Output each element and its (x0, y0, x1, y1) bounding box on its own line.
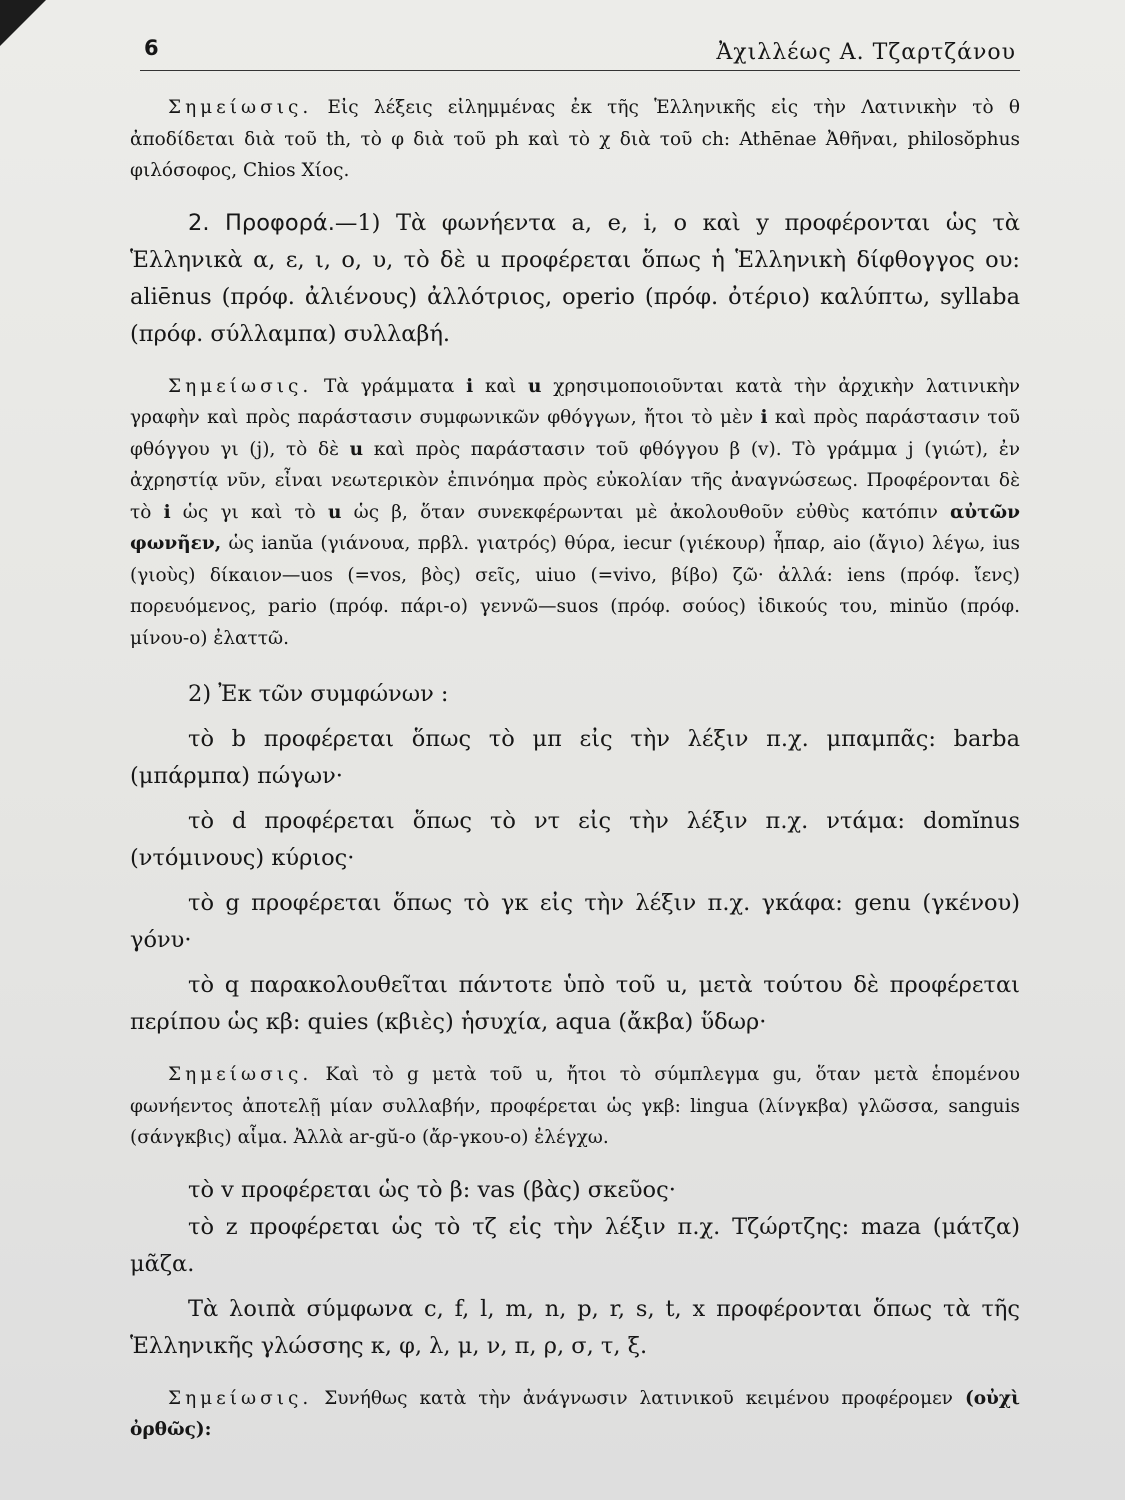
note-greek-transliteration (130, 92, 1020, 187)
consonant-g: τὸ g προφέρεται ὅπως τὸ γκ εἰς τὴν λέξιν π.χ. γκάφα: genu (γκένου) γόνυ· (130, 890, 1020, 953)
note-text: Συνήθως κατὰ τὴν ἀνάγνωσιν λατινικοῦ κειμένου προφέρομεν (312, 1387, 965, 1409)
consonant-v: τὸ v προφέρεται ὡς τὸ β: vas (βὰς) σκεῦος· (188, 1176, 676, 1203)
consonant-b: τὸ b προφέρεται ὅπως τὸ μπ εἰς τὴν λέξιν π.χ. μπαμπᾶς: barba (μπάρμπα) πώγων· (130, 726, 1020, 789)
section-pronunciation (130, 205, 1020, 353)
note-bold: (οὐχὶ ὀρθῶς): (130, 1387, 1020, 1440)
note-gu-combination (130, 1059, 1020, 1154)
section-text: —1) Τὰ φωνήεντα a, e, i, o καὶ y προφέρονται ὡς τὰ Ἑλληνικὰ α, ε, ι, ο, υ, τὸ δὲ u προφέρεται ὅπως ἡ Ἑλληνικὴ δίφθογγος ου: aliēnus (πρόφ. ἀλιένους) ἀλλότριος, operio (πρόφ. ὀτέριο) καλύπτω, syllaba (πρόφ. σύλλαμπα) συλλαβή. (130, 209, 1020, 347)
page-number: 6 (144, 36, 159, 60)
note-common-reading (130, 1383, 1020, 1446)
note-text: Εἰς λέξεις εἰλημμένας ἐκ τῆς Ἑλληνικῆς εἰς τὴν Λατινικὴν τὸ θ ἀποδίδεται διὰ τοῦ th, τὸ φ διὰ τοῦ ph καὶ τὸ χ διὰ τοῦ ch: Athēnae Ἀθῆναι, philosŏphus φιλόσοφος, Chios Χίος. (130, 97, 1020, 181)
note-label: Σημείωσις. (168, 97, 313, 118)
consonant-q: τὸ q παρακολουθεῖται πάντοτε ὑπὸ τοῦ u, μετὰ τούτου δὲ προφέρεται περίπου ὡς κβ: quies (κβιὲς) ἡσυχία, aqua (ἄκβα) ὕδωρ· (130, 972, 1020, 1035)
section-heading: 2. Προφορά. (188, 209, 335, 236)
consonant-d: τὸ d προφέρεται ὅπως τὸ ντ εἰς τὴν λέξιν π.χ. ντάμα: domĭnus (ντόμινους) κύριος· (130, 808, 1020, 871)
consonants-heading: 2) Ἐκ τῶν συμφώνων : (188, 681, 449, 707)
page-corner-shadow (0, 0, 46, 46)
note-label: Σημείωσις. (168, 375, 313, 397)
note-text: Καὶ τὸ g μετὰ τοῦ u, ἤτοι τὸ σύμπλεγμα gu, ὅταν μετὰ ἑπομένου φωνήεντος ἀποτελῇ μίαν συλλαβήν, προφέρεται ὡς γκβ: lingua (λίνγκβα) γλῶσσα, sanguis (σάνγκβις) αἷμα. Ἀλλὰ ar-gŭ-o (ἄρ-γκου-ο) ἐλέγχω. (130, 1064, 1020, 1148)
page-content (130, 92, 1020, 1446)
remaining-consonants: Τὰ λοιπὰ σύμφωνα c, f, l, m, n, p, r, s, t, x προφέρονται ὅπως τὰ τῆς Ἑλληνικῆς γλώσσης κ, φ, λ, μ, ν, π, ρ, σ, τ, ξ. (130, 1295, 1020, 1359)
note-i-u-letters: Σημείωσις. Τὰ γράμματα i καὶ u χρησιμοποιοῦνται κατὰ τὴν ἀρχικὴν λατινικὴν γραφὴν καὶ πρὸς παράστασιν συμφωνικῶν φθόγγων, ἤτοι τὸ μὲν i καὶ πρὸς παράστασιν τοῦ φθόγγου γι (j), τὸ δὲ u καὶ πρὸς παράστασιν τοῦ φθόγγου β (v). Τὸ γράμμα j (γιώτ), ἐν ἀχρηστίᾳ νῦν, εἶναι νεωτερικὸν ἐπινόημα πρὸς εὐκολίαν τῆς ἀναγνώσεως. Προφέρονται δὲ τὸ i ὡς γι καὶ τὸ u ὡς β, ὅταν συνεκφέρωνται μὲ ἀκολουθοῦν εὐθὺς κατόπιν αὐτῶν φωνῆεν, ὡς ianŭa (γιάνουα, πρβλ. γιατρός) θύρα, iecur (γιέκουρ) ἧπαρ, aio (ἄγιο) λέγω, ius (γιοὺς) δίκαιον—uos (=vos, βὸς) σεῖς, uiuo (=vivo, βίβο) ζῶ· ἀλλά: iens (πρόφ. ἴενς) πορευόμενος, pario (πρόφ. πάρι-ο) γεννῶ—suos (πρόφ. σούος) ἰδικούς του, minŭo (πρόφ. μίνου-ο) ἐλαττῶ. (130, 375, 1020, 649)
running-head: Ἀχιλλέως Α. Τζαρτζάνου (716, 40, 1016, 65)
note-label: Σημείωσις. (168, 1387, 313, 1409)
note-label: Σημείωσις. (168, 1064, 313, 1085)
consonant-z: τὸ z προφέρεται ὡς τὸ τζ εἰς τὴν λέξιν π.χ. Τζώρτζης: maza (μάτζα) μᾶζα. (130, 1213, 1020, 1277)
page-header (140, 18, 1020, 71)
